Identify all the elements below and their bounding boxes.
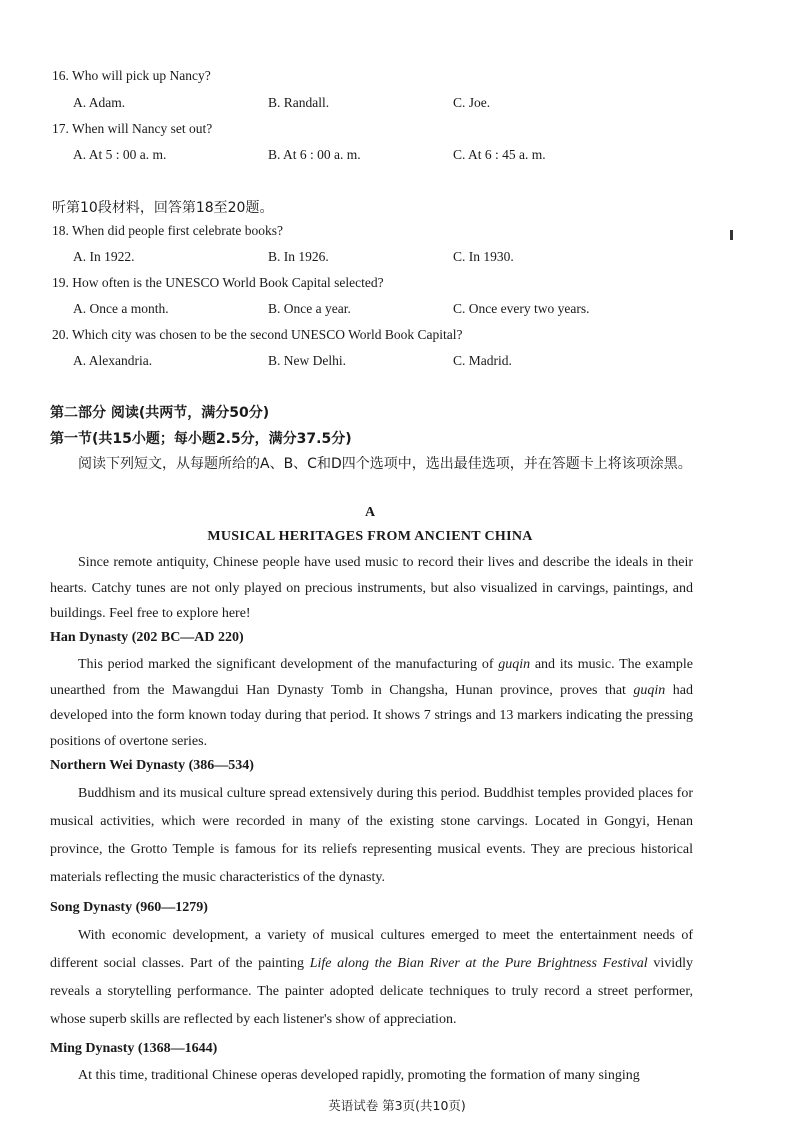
question-18-stem: 18. When did people first celebrate books? bbox=[52, 223, 284, 238]
question-16-option-b: B. Randall. bbox=[268, 95, 330, 110]
paragraph-ming: At this time, traditional Chinese operas developed rapidly, promoting the formation of many singing bbox=[78, 1068, 640, 1083]
paragraph-text: vividly reveals a storytelling performance. The painter adopted delicate techniques to truly record a street performer, whose superb skills are reflected by each listener's show of appreciation. bbox=[50, 956, 693, 1027]
paragraph-song bbox=[50, 922, 693, 1034]
question-18-option-b: B. In 1926. bbox=[268, 249, 329, 264]
part-2-title: 第二部分 阅读(共两节，满分50分) bbox=[50, 405, 270, 421]
section-heading-han bbox=[50, 630, 244, 646]
heading-text: Song Dynasty bbox=[50, 900, 133, 915]
paragraph-text: had developed into the form known today during that period. It shows 7 strings and 13 markers indicating the pressing positions of overtone series. bbox=[50, 682, 693, 749]
question-19-option-b: B. Once a year. bbox=[268, 301, 351, 316]
heading-dates: (960—1279) bbox=[135, 900, 208, 915]
heading-dates: (1368—1644) bbox=[137, 1041, 218, 1056]
passage-intro: Since remote antiquity, Chinese people have used music to record their lives and describe the ideals in their hearts. Catchy tunes are not only played on precious instruments, but also visualized in carvings, paintings, and buildings. Feel free to explore here! bbox=[50, 555, 693, 621]
question-20-option-b: B. New Delhi. bbox=[268, 353, 346, 368]
paragraph-northern-wei: Buddhism and its musical culture spread extensively during this period. Buddhist temples provided places for musical activities, which were recorded in many of the existing stone carvings. Located in Gongyi, Henan province, the Grotto Temple is famous for its reliefs representing musical events. They are precious historical materials reflecting the music characteristics of the dynasty. bbox=[50, 786, 693, 885]
paragraph-text: and its music. The example unearthed from the Mawangdui Han Dynasty Tomb in Changsha, Hunan province, proves that bbox=[50, 657, 693, 698]
question-20-stem: 20. Which city was chosen to be the second UNESCO World Book Capital? bbox=[52, 327, 463, 342]
page-footer: 英语试卷 第3页(共10页) bbox=[328, 1098, 466, 1113]
heading-dates: (386—534) bbox=[188, 758, 254, 773]
heading-text: Han Dynasty bbox=[50, 630, 129, 645]
paragraph-text: This period marked the significant development of the manufacturing of bbox=[78, 657, 499, 672]
question-17-option-a: A. At 5 : 00 a. m. bbox=[73, 147, 167, 162]
heading-text: Northern Wei Dynasty bbox=[50, 758, 186, 773]
question-17-option-b: B. At 6 : 00 a. m. bbox=[268, 147, 361, 162]
question-16-stem: 16. Who will pick up Nancy? bbox=[52, 68, 211, 83]
section-heading-song bbox=[50, 900, 208, 916]
question-20-option-c: C. Madrid. bbox=[453, 353, 512, 368]
question-17-option-c: C. At 6 : 45 a. m. bbox=[453, 147, 546, 162]
italic-term: guqin bbox=[633, 682, 666, 698]
section-heading-northern-wei bbox=[50, 758, 254, 774]
question-17-stem: 17. When will Nancy set out? bbox=[52, 121, 213, 136]
question-19-option-c: C. Once every two years. bbox=[453, 301, 590, 316]
question-16-option-c: C. Joe. bbox=[453, 95, 491, 110]
passage-title: MUSICAL HERITAGES FROM ANCIENT CHINA bbox=[207, 529, 533, 544]
passage-letter: A bbox=[364, 505, 376, 520]
italic-term: guqin bbox=[498, 657, 531, 672]
question-19-option-a: A. Once a month. bbox=[73, 301, 169, 316]
paragraph-han bbox=[50, 652, 693, 754]
section-10-instruction: 听第10段材料，回答第18至20题。 bbox=[52, 200, 274, 216]
section-heading-ming bbox=[50, 1041, 217, 1057]
section-1-title: 第一节(共15小题；每小题2.5分，满分37.5分) bbox=[50, 431, 352, 447]
heading-text: Ming Dynasty bbox=[50, 1041, 135, 1056]
question-20-option-a: A. Alexandria. bbox=[73, 353, 153, 368]
paragraph-text: With economic development, a variety of musical cultures emerged to meet the entertainment needs of different social classes. Part of the painting bbox=[50, 928, 693, 971]
question-18-option-a: A. In 1922. bbox=[73, 249, 135, 264]
question-18-option-c: C. In 1930. bbox=[453, 249, 514, 264]
italic-title: Life along the Bian River at the Pure Brightness Festival bbox=[309, 956, 648, 971]
heading-dates: (202 BC—AD 220) bbox=[131, 630, 244, 645]
reading-instruction: 阅读下列短文，从每题所给的A、B、C和D四个选项中，选出最佳选项，并在答题卡上将该项涂黑。 bbox=[78, 456, 692, 472]
question-19-stem: 19. How often is the UNESCO World Book Capital selected? bbox=[52, 275, 384, 290]
scan-mark bbox=[730, 230, 733, 240]
question-16-option-a: A. Adam. bbox=[73, 95, 126, 110]
